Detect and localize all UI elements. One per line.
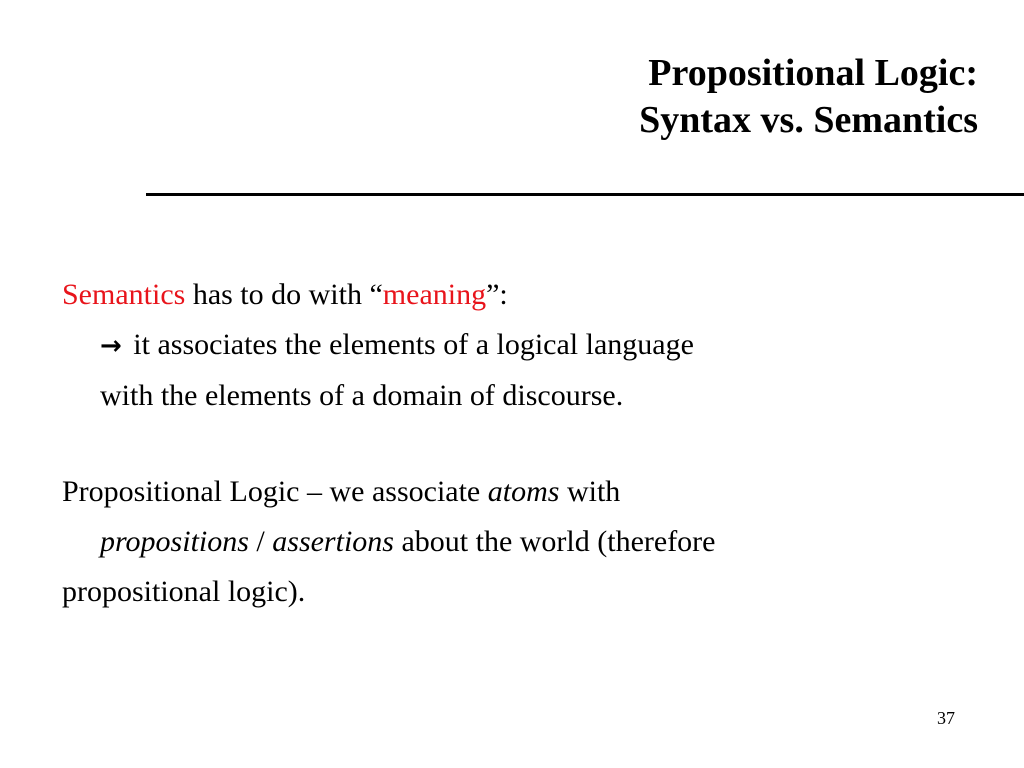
bullet-semantics-text: has to do with “ <box>185 278 383 311</box>
term-propositions: propositions <box>100 525 249 558</box>
right-arrow-icon: → <box>100 331 122 361</box>
bullet-propositional-with: with <box>559 475 621 508</box>
title-divider <box>146 193 1024 196</box>
sub-bullet-line-2: with the elements of a domain of discourse. <box>100 379 624 412</box>
term-atoms: atoms <box>487 475 560 508</box>
slash-separator: / <box>248 525 273 558</box>
title-line-2: Syntax vs. Semantics <box>639 99 978 141</box>
bullet-propositional-pre: Propositional Logic – we associate <box>62 475 488 508</box>
bullet-propositional-logic <box>62 467 962 617</box>
sub-bullet-associates <box>62 320 962 421</box>
slide-body <box>62 270 962 617</box>
slide-title <box>639 50 978 144</box>
bullet-propositional-rest-1: about the world (therefore <box>393 525 716 558</box>
bullet-propositional-line-2 <box>100 517 962 567</box>
bullet-semantics-end: ”: <box>486 278 508 311</box>
term-assertions: assertions <box>272 525 394 558</box>
term-meaning: meaning <box>382 278 487 311</box>
spacer <box>62 421 962 467</box>
bullet-propositional-line-1 <box>62 467 962 517</box>
sub-bullet-line-1 <box>100 320 962 371</box>
sub-bullet-text-1: it associates the elements of a logical language <box>133 328 694 361</box>
slide-number: 37 <box>937 708 955 728</box>
bullet-propositional-line-3: propositional logic). <box>62 575 306 608</box>
term-semantics: Semantics <box>62 278 186 311</box>
title-line-1: Propositional Logic: <box>648 52 978 94</box>
bullet-semantics <box>62 270 962 320</box>
